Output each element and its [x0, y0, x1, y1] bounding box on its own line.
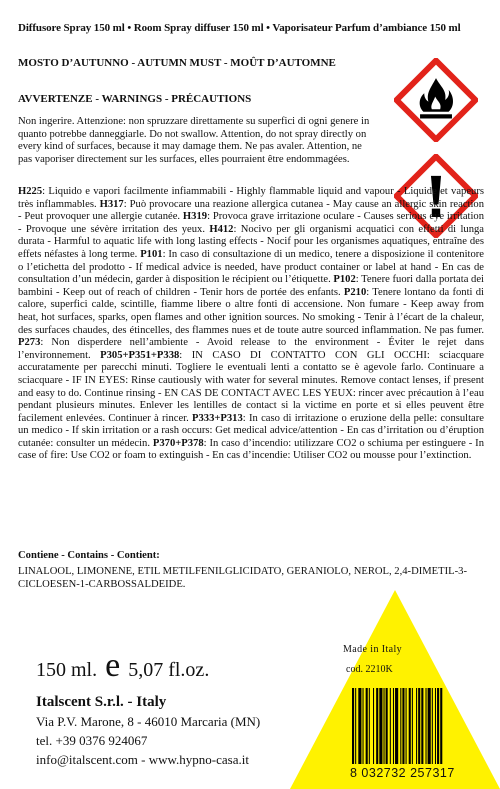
barcode-bar	[395, 688, 398, 764]
barcode-bar	[437, 688, 439, 764]
product-name: MOSTO D’AUTUNNO - AUTUMN MUST - MOÛT D’AUTOMNE	[18, 57, 336, 69]
intro-warning-text: Non ingerire. Attenzione: non spruzzare direttamente su superfici di ogni genere in quanto potrebbe danneggiarle. Do not swallow. Attention, do not spray directly on every kind of surfaces, because it may damage them. Ne pas avaler. Attention, ne pas vaporiser directement sur les surfaces, elles pourraient être endommagées.	[18, 116, 370, 165]
barcode-number: 8 032732 257317	[350, 766, 455, 780]
barcode-bar	[432, 688, 433, 764]
barcode-bar	[355, 688, 356, 764]
company-address: Via P.V. Marone, 8 - 46010 Marcaria (MN)	[36, 714, 261, 729]
hazard-text: : IN CASO DI CONTATTO CON GLI OCCHI: sciacquare accuratamente per parecchi minuti. Togliere le eventuali lenti a contatto se è agevole farlo. Continuare a sciacquare - IF IN EYES: Rinse cautiously with water for several minutes. Remove contact lenses, if present and easy to do. Continue rinsing - EN CAS DE CONTACT AVEC LES YEUX: rincer avec précaution à l’eau pendant plusieurs minutes. Enlever les lentilles de contact si la victime en porte et si elles peuvent être facilement enlevées. Continuer à rincer.	[18, 349, 484, 424]
barcode-bar	[358, 688, 361, 764]
estimated-sign-icon: e	[105, 647, 121, 684]
hazard-text: : Non disperdere nell’ambiente - Avoid release to the environment - Éviter le rejet dans l’environnement.	[18, 337, 484, 361]
hazard-code: P210	[343, 286, 367, 298]
hazard-code: P370+P378	[152, 437, 204, 449]
barcode-bar	[376, 688, 378, 764]
barcode-bar	[435, 688, 436, 764]
barcode-bar	[409, 688, 411, 764]
company-name: Italscent S.r.l. - Italy	[36, 694, 167, 710]
hazard-code: H412	[209, 223, 234, 235]
hazard-text: : Tenere lontano da fonti di calore, superfici calde, scintille, fiamme libere o altre fonti di accensione. Non fumare - Keep away from heat, hot surfaces, sparks, open flames and other ignition sources. No smoking - Tenir à l’écart de la chaleur, des surfaces chaudes, des étincelles, des flammes nues et de toute autre sourced inflammation. Ne pas fumer.	[18, 286, 484, 336]
hazard-text: : Nocivo per gli organismi acquatici con effetti di lunga durata - Harmful to aquatic life with long lasting effects - Nocif pour les organismes aquatiques, entraîne des effets néfastes à long terme.	[18, 223, 484, 260]
barcode-bar	[384, 688, 385, 764]
hazard-text: : Può provocare una reazione allergica cutanea - May cause an allergic skin reaction - Peut provoquer une allergie cutanée.	[18, 198, 484, 223]
ingredients-heading: Contiene - Contains - Contient:	[18, 550, 160, 561]
hazard-text: : Provoca grave irritazione oculare - Causes serious eye irritation - Provoque une sévère irritation des yeux.	[18, 211, 484, 235]
barcode-bar	[421, 688, 423, 764]
barcode-bar	[440, 688, 442, 764]
barcode-bar	[418, 688, 420, 764]
hazard-code: P305+P351+P338	[100, 349, 180, 361]
barcode-bar	[428, 688, 431, 764]
barcode-bar	[390, 688, 391, 764]
hazard-text: : In caso di irritazione o eruzione della pelle: consultare un medico - If skin irritation or a rash occurs: Get medical advice/attention - En cas d’irritation ou d’éruption cutanée: consulter un médecin.	[18, 412, 484, 449]
hazard-code: P273	[18, 337, 41, 349]
hazard-text: : Liquido e vapori facilmente infiammabili - Highly flammable liquid and vapour - Liquide et vapeurs très inflammables.	[18, 186, 484, 210]
barcode-bar	[352, 688, 354, 764]
barcode-bar	[366, 688, 368, 764]
hazard-text: : In caso d’incendio: utilizzare CO2 o schiuma per estinguere - In case of fire: Use CO2 or foam to extinguish - En cas d’incendie: Utiliser CO2 ou mousse pour l’extinction.	[18, 437, 484, 462]
label-title: Diffusore Spray 150 ml • Room Spray diffuser 150 ml • Vaporisateur Parfum d’ambiance 150 ml	[18, 22, 461, 34]
hazard-text: : In caso di consultazione di un medico, tenere a disposizione il contenitore o l’etichetta del prodotto - If medical advice is needed, have product container or label at hand - En cas de consultation d’un médecin, garder à disposition le récipient ou l’étiquette.	[18, 248, 484, 286]
hazard-code: H317	[99, 198, 124, 210]
warnings-heading: AVVERTENZE - WARNINGS - PRÉCAUTIONS	[18, 93, 252, 105]
barcode-bar	[402, 688, 404, 764]
barcode-bar	[406, 688, 407, 764]
hazard-code: H319	[182, 211, 208, 223]
volume-indication	[36, 647, 210, 684]
barcode-bar	[393, 688, 394, 764]
company-phone: tel. +39 0376 924067	[36, 733, 148, 748]
hazard-statements	[18, 186, 484, 463]
barcode-bar	[373, 688, 374, 764]
hazard-code: P101	[140, 248, 163, 260]
hazard-code: P333+P313	[192, 412, 243, 424]
ingredients-list: LINALOOL, LIMONENE, ETIL METILFENILGLICIDATO, GERANIOLO, NEROL, 2,4-DIMETIL-3-CICLOESEN-1-CARBOSSALDEIDE.	[18, 566, 467, 590]
hazard-code: H225	[18, 186, 43, 197]
barcode-bar	[369, 688, 370, 764]
flame-icon	[394, 58, 478, 142]
made-in-italy: Made in Italy	[343, 644, 403, 655]
barcode-bar	[416, 688, 417, 764]
volume-floz: 5,07 fl.oz.	[128, 659, 210, 681]
volume-ml: 150 ml.	[36, 659, 98, 681]
barcode-bar	[426, 688, 427, 764]
hazard-code: P102	[333, 274, 356, 286]
barcode-bar	[412, 688, 413, 764]
barcode-bar	[386, 688, 388, 764]
barcode-bar	[379, 688, 382, 764]
barcode-bar	[363, 688, 364, 764]
barcode-bar	[400, 688, 401, 764]
product-code: cod. 2210K	[346, 664, 393, 675]
company-web: info@italscent.com - www.hypno-casa.it	[36, 752, 249, 767]
hazard-text: : Tenere fuori dalla portata dei bambini - Keep out of reach of children - Tenir hors de portée des enfants.	[18, 274, 484, 298]
